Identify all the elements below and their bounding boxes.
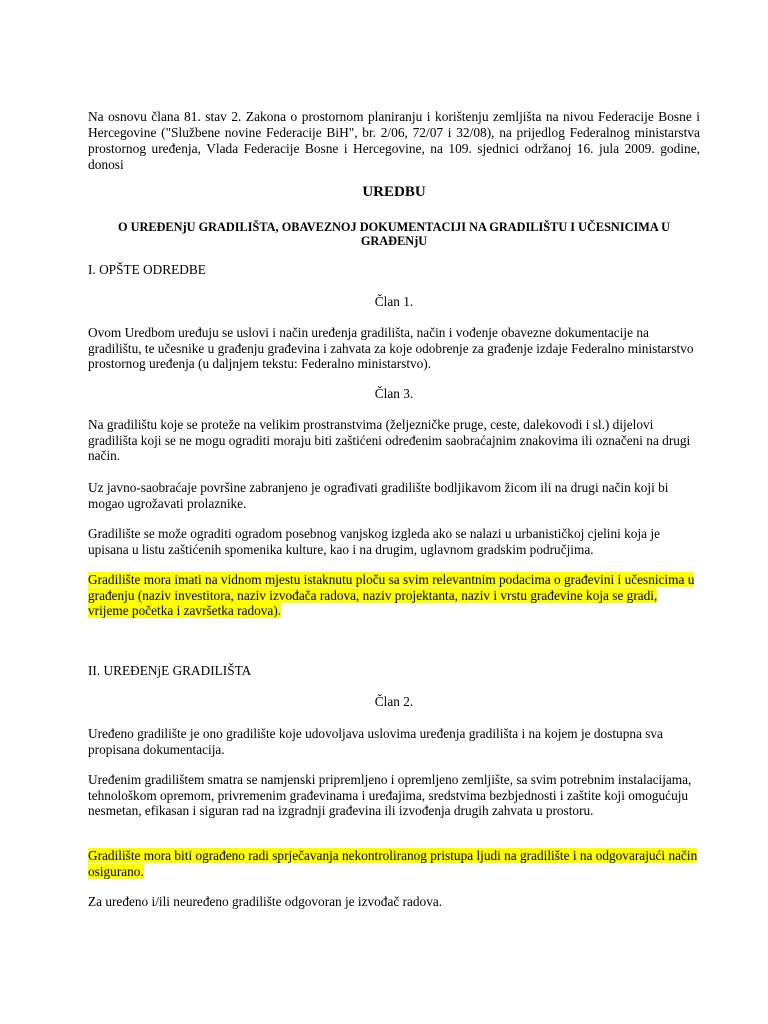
document-title: UREDBU (362, 184, 426, 200)
highlighted-text: Gradilište mora biti ograđeno radi sprječavanja nekontroliranog pristupa ljudi na gradilište i na odgovarajući način osigurano. (88, 848, 698, 879)
article-heading: Član 2. (374, 694, 414, 709)
intro-paragraph (88, 109, 700, 173)
paragraph: Ovom Uredbom uređuju se uslovi i način uređenja gradilišta, način i vođenje obavezne dokumentacije na gradilištu, te učesnike u građenju građevina i zahvata za koje odobrenje za građenje izdaje Federalno ministarstvo prostornog uređenja (u daljnjem tekstu: Federalno ministarstvo). (88, 325, 694, 372)
section-heading-2: II. UREĐENjE GRADILIŠTA (88, 663, 252, 678)
paragraph: Gradilište se može ograditi ogradom posebnog vanjskog izgleda ako se nalazi u urbanističkoj cjelini koja je upisana u listu zaštićenih spomenika kulture, kao i na drugim, uglavnom gradskim područjima. (88, 526, 660, 557)
paragraph: Na gradilištu koje se proteže na velikim prostranstvima (željezničke pruge, ceste, dalekovodi i sl.) dijelovi gradilišta koji se ne mogu ograditi moraju biti zaštićeni određenim saobraćajnim znakovima ili označeni na drugi način. (88, 417, 691, 464)
article-heading: Član 1. (374, 294, 414, 309)
paragraph: Uređeno gradilište je ono gradilište koje udovoljava uslovima uređenja gradilišta i na kojem je dostupna sva propisana dokumentacija. (88, 726, 663, 757)
document-subtitle: O UREĐENjU GRADILIŠTA, OBAVEZNOJ DOKUMENTACIJI NA GRADILIŠTU I UČESNICIMA U GRAĐENjU (117, 220, 671, 248)
highlighted-paragraph (88, 848, 700, 879)
intro-text: Na osnovu člana 81. stav 2. Zakona o prostornom planiranju i korištenju zemljišta na nivou Federacije Bosne i Hercegovine ("Službene novine Federacije BiH", br. 2/06, 72/07 i 32/08), na prijedlog Federalnog ministarstva prostornog uređenja, Vlada Federacije Bosne i Hercegovine, na 109. sjednici održanoj 16. jula 2009. godine, donosi (88, 109, 700, 172)
paragraph: Za uređeno i/ili neuređeno gradilište odgovoran je izvođač radova. (88, 894, 443, 909)
paragraph: Uređenim gradilištem smatra se namjenski pripremljeno i opremljeno zemljište, sa svim potrebnim instalacijama, tehnološkom opremom, privremenim građevinama i uređajima, sredstvima bezbjednosti i zaštite koji omogućuju nesmetan, efikasan i siguran rad na izgradnji građevina ili izvođenja drugih zahvata u prostoru. (88, 772, 692, 819)
highlighted-paragraph (88, 572, 700, 619)
highlighted-text: Gradilište mora imati na vidnom mjestu istaknutu ploču sa svim relevantnim podacima o građevini i učesnicima u građenju (naziv investitora, naziv izvođača radova, naziv projektanta, naziv i vrstu građevine koja se gradi, vrijeme početka i završetka radova). (88, 572, 695, 619)
paragraph: Uz javno-saobraćaje površine zabranjeno je ograđivati gradilište bodljikavom žicom ili na drugi način koji bi mogao ugrožavati prolaznike. (88, 480, 669, 511)
section-heading-1: I. OPŠTE ODREDBE (88, 262, 206, 277)
article-heading: Član 3. (374, 386, 414, 401)
